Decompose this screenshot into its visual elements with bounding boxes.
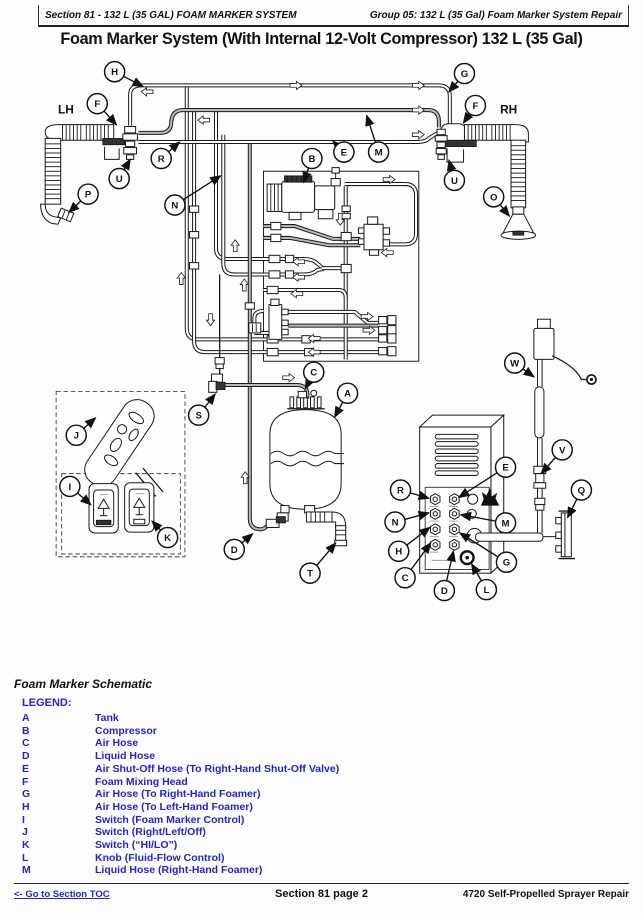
callout-r [151, 142, 179, 168]
callout-g [449, 63, 475, 91]
flow-arrow-right [412, 81, 424, 89]
legend-desc: Foam Mixing Head [95, 775, 188, 788]
header-group-label: Group 05: 132 L (35 Gal) Foam Marker System Repair [369, 9, 622, 21]
rocker-switch-hi-lo [125, 483, 154, 532]
joystick [79, 394, 163, 497]
svg-text:N: N [391, 517, 399, 529]
legend-item [22, 776, 339, 789]
svg-text:D: D [440, 586, 448, 598]
legend-key: E [22, 762, 30, 775]
svg-text:T: T [307, 568, 314, 580]
legend-desc: Knob (Fluid-Flow Control) [95, 851, 225, 864]
callout-i [60, 476, 91, 504]
rocker-switch-foam-control [89, 484, 118, 533]
svg-text:Q: Q [577, 485, 586, 497]
pickup-cable [552, 356, 586, 380]
callout-w [505, 353, 534, 377]
svg-text:K: K [164, 533, 172, 545]
rh-label: RH [500, 102, 518, 117]
svg-text:M: M [501, 518, 510, 530]
svg-text:C: C [401, 573, 409, 585]
page-footer [14, 888, 629, 900]
callout-f [464, 95, 486, 122]
svg-text:P: P [84, 189, 92, 201]
flow-arrow-up [231, 240, 239, 252]
legend-desc: Switch (Right/Left/Off) [95, 826, 206, 839]
tank-cap [287, 390, 324, 408]
svg-text:E: E [340, 147, 348, 159]
lh-elbow [41, 204, 61, 224]
legend-desc: Air Hose (To Left-Hand Foamer) [95, 800, 253, 813]
flow-arrow-right [290, 81, 302, 89]
legend-item [22, 750, 339, 763]
legend-key: G [22, 788, 31, 801]
legend-item [22, 737, 339, 750]
callout-s [189, 394, 215, 425]
flow-arrow-up [177, 273, 185, 285]
page-title: Foam Marker System (With Internal 12-Volt Compressor) 132 L (35 Gal) [60, 30, 583, 48]
callout-u [109, 159, 130, 188]
svg-text:S: S [195, 410, 202, 422]
callout-j [66, 418, 95, 445]
svg-text:R: R [157, 153, 165, 165]
flow-arrow-down [206, 314, 214, 326]
legend-key: C [22, 737, 30, 750]
legend-desc: Air Hose (To Right-Hand Foamer) [95, 788, 261, 801]
legend-item [22, 712, 339, 725]
flow-arrow-left [141, 88, 153, 96]
flow-arrow-left [198, 116, 210, 124]
legend-item [22, 725, 339, 738]
lh-label: LH [57, 102, 74, 117]
svg-text:U: U [450, 175, 458, 187]
flow-arrow-right [283, 374, 295, 382]
svg-text:H: H [395, 546, 403, 558]
legend-item [22, 826, 339, 839]
check-valve [331, 168, 340, 186]
legend-desc: Liquid Hose (Right-Hand Foamer) [95, 864, 263, 877]
legend-key: H [22, 800, 30, 813]
legend [22, 697, 339, 877]
lh-foamer-assembly [41, 103, 138, 225]
legend-item [22, 763, 339, 776]
legend-key: I [22, 813, 25, 826]
legend-desc: Switch (Foam Marker Control) [95, 813, 245, 826]
callout-d [224, 534, 252, 560]
callout-a [335, 383, 358, 417]
toc-link[interactable]: <- Go to Section TOC [14, 888, 110, 900]
svg-text:I: I [68, 481, 72, 493]
svg-text:W: W [510, 358, 520, 370]
flow-arrow-right [412, 131, 424, 139]
legend-key: J [22, 826, 28, 839]
svg-text:G: G [460, 68, 469, 80]
callout-p [69, 184, 98, 212]
legend-heading: LEGEND: [22, 697, 72, 709]
legend-key: M [22, 864, 31, 877]
hose-runs-horizontal [130, 85, 450, 142]
legend-item [22, 814, 339, 827]
control-panel [420, 415, 504, 573]
header-section-label: Section 81 - 132 L (35 GAL) FOAM MARKER SYSTEM [45, 9, 297, 21]
flow-arrow-up [240, 279, 248, 291]
svg-text:D: D [230, 544, 238, 556]
svg-text:G: G [502, 557, 511, 569]
callout-t [300, 543, 336, 583]
mount-bracket [556, 511, 575, 558]
manual-title-label: 4720 Self-Propelled Sprayer Repair [462, 888, 629, 900]
page-number-label: Section 81 page 2 [275, 888, 368, 900]
svg-text:J: J [73, 430, 79, 442]
legend-desc: Air Hose [95, 737, 139, 750]
legend-desc: Switch (“HI/LO”) [95, 839, 178, 852]
footer-divider [14, 883, 629, 884]
svg-text:B: B [308, 153, 316, 165]
legend-desc: Compressor [95, 724, 157, 737]
callout-h [105, 62, 143, 87]
page-header [38, 5, 629, 27]
legend-desc: Air Shut-Off Hose (To Right-Hand Shut-Off Valve) [95, 762, 340, 775]
svg-text:N: N [171, 200, 179, 212]
callout-c [304, 362, 324, 388]
svg-text:F: F [472, 100, 479, 112]
legend-key: D [22, 750, 30, 763]
legend-key: B [22, 724, 30, 737]
legend-key: F [22, 775, 29, 788]
callout-u [444, 160, 464, 190]
callout-m [367, 116, 389, 163]
callout-v [541, 440, 572, 474]
svg-text:O: O [489, 192, 498, 204]
svg-text:L: L [483, 585, 490, 597]
rh-foam-bell [503, 214, 534, 233]
legend-item [22, 788, 339, 801]
inline-fitting-v [534, 466, 546, 533]
legend-key: L [22, 851, 29, 864]
legend-item [22, 852, 339, 865]
legend-item [22, 801, 339, 814]
legend-desc: Liquid Hose [95, 750, 156, 763]
callout-e [333, 141, 354, 162]
callout-f [87, 94, 116, 125]
legend-key: K [22, 839, 30, 852]
svg-text:F: F [94, 99, 101, 111]
legend-item [22, 864, 339, 877]
shut-off-valve-s [209, 358, 225, 393]
svg-text:V: V [558, 445, 566, 457]
tank-drain-elbow [306, 512, 346, 546]
supply-tube [475, 533, 561, 541]
svg-text:H: H [111, 67, 119, 79]
legend-rows [22, 712, 339, 877]
svg-text:U: U [115, 174, 123, 186]
compressor [267, 176, 335, 220]
svg-text:R: R [397, 485, 404, 497]
callout-k [152, 521, 178, 547]
legend-desc: Tank [95, 712, 119, 724]
callout-q [568, 480, 592, 517]
legend-item [22, 839, 339, 852]
svg-text:A: A [344, 388, 351, 400]
tank [266, 390, 346, 545]
svg-text:C: C [310, 367, 318, 379]
legend-key: A [22, 712, 30, 724]
svg-text:M: M [374, 147, 383, 159]
svg-text:E: E [502, 462, 509, 474]
callout-o [484, 187, 510, 216]
flow-arrow-right [412, 106, 424, 114]
schematic-diagram [0, 58, 643, 670]
figure-caption: Foam Marker Schematic [14, 677, 153, 691]
